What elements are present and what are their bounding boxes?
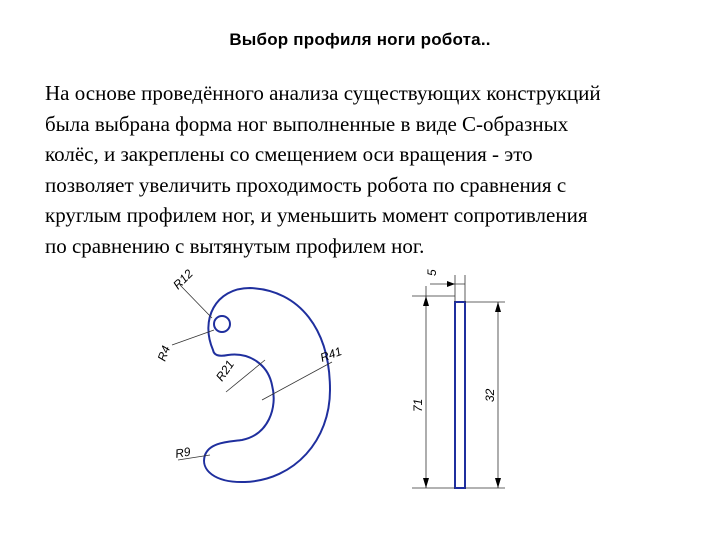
r41-leader [262,362,332,400]
slide-title: Выбор профиля ноги робота.. [229,30,491,49]
r4-leader [172,330,214,345]
straight-profile [455,302,465,488]
arrow-32-top [495,302,501,312]
label-32: 32 [483,388,497,402]
label-r12: R12 [170,266,196,293]
paragraph-line: по сравнению с вытянутым профилем ног. [45,233,425,258]
paragraph-line: круглым профилем ног, и уменьшить момент сопротивления [45,203,588,227]
arrow-32-bottom [495,478,501,488]
dimension-arrows [423,281,501,488]
label-r21: R21 [212,357,238,384]
arrow-71-bottom [423,478,429,488]
label-r4: R4 [154,343,174,364]
label-r41: R41 [318,344,344,365]
straight-profile-dimensions [412,275,505,488]
paragraph-line: была выбрана форма ног выполненные в виде С-образных [45,111,569,136]
paragraph-line: позволяет увеличить проходимость робота по сравнения с [45,172,567,197]
paragraph-line: колёс, и закреплены со смещением оси вращения - это [45,142,533,166]
c-profile-dimensions [172,285,332,460]
c-profile-dimension-labels [155,266,344,461]
paragraph-line: На основе проведённого анализа существующих конструкций [45,81,601,105]
label-71: 71 [411,398,425,412]
c-profile [204,288,330,482]
arrow-71-top [423,296,429,306]
label-width: 5 [425,269,439,276]
r12-leader [180,285,212,318]
label-r9: R9 [174,444,192,461]
arrow-width [447,281,455,287]
pivot-hole [214,316,230,332]
c-profile-outline [204,288,330,482]
